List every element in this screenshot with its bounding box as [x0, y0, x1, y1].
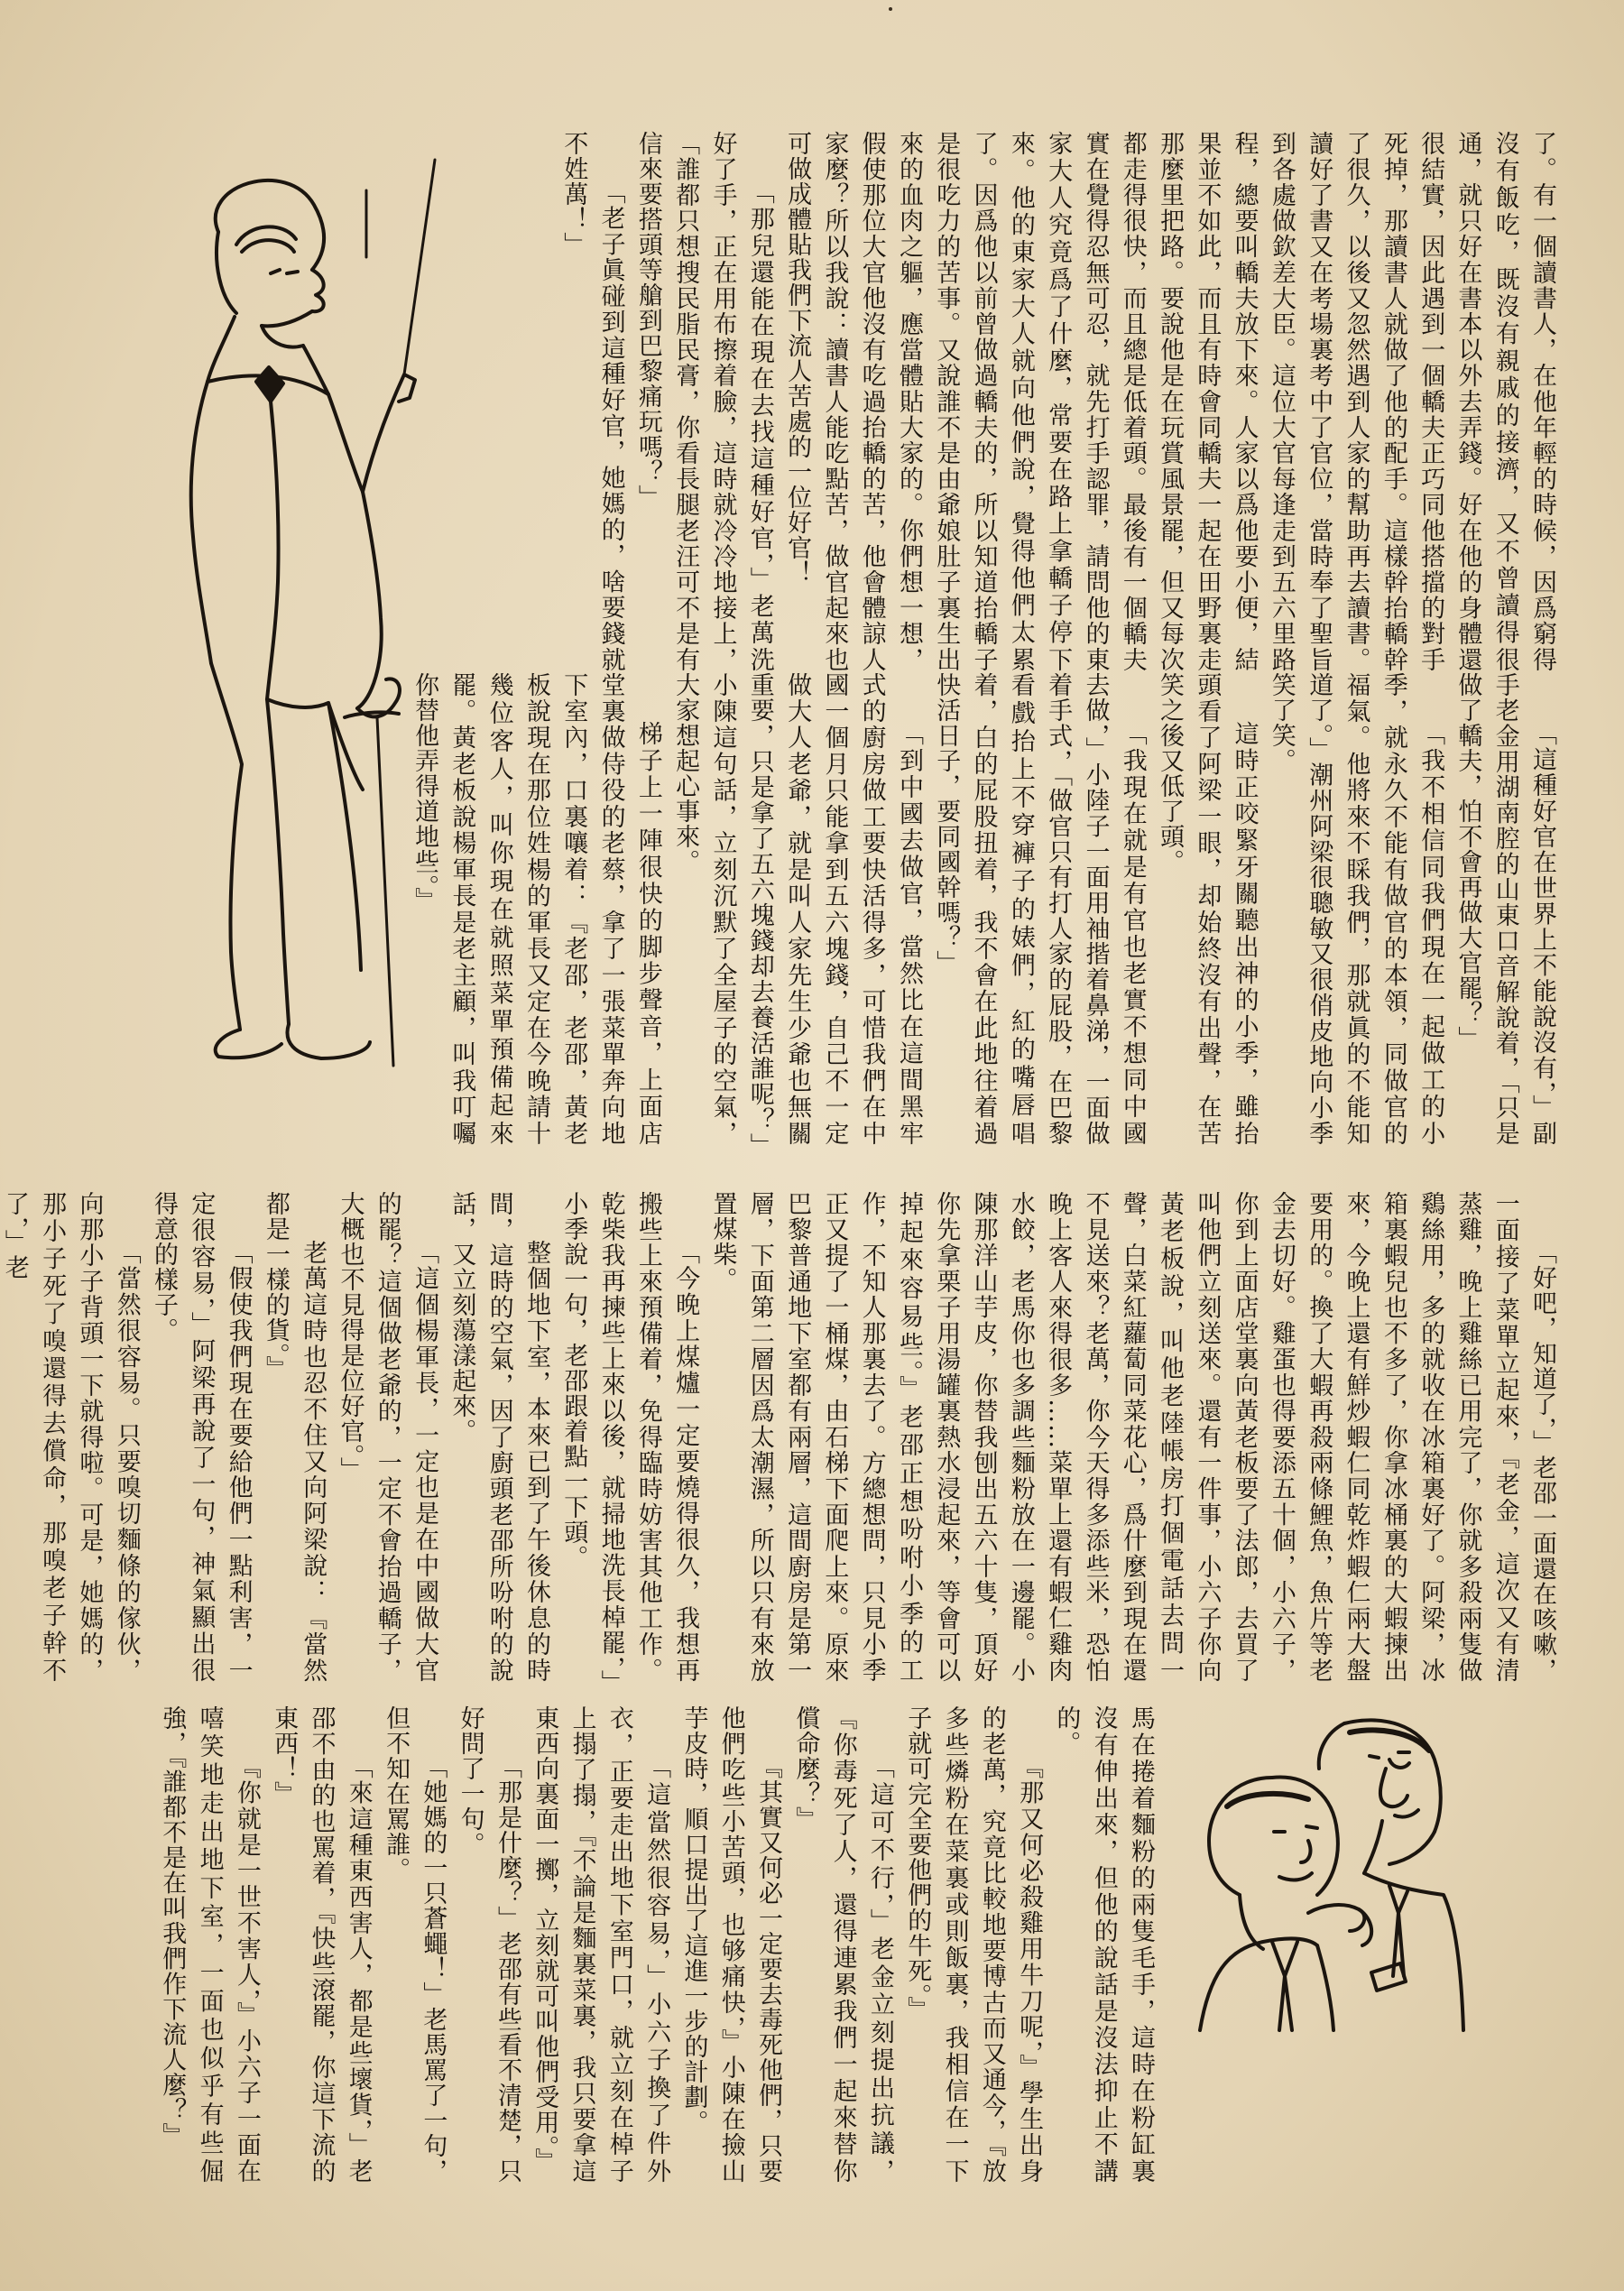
paragraph: 了。有一個讀書人，在他年輕的時候，因爲窮得沒有飯吃，既沒有親戚的接濟，又不曾讀得很通，就只好在書本以外去弄錢。好在他的身體還很結實，因此遇到一個轎夫正巧同他搭擋的對手死掉，那讀書人就做了他的配手。這樣幹抬轎幹了很久，以後又忽然遇到人家的幫助再去讀書。讀好了書又在考場裏考中了官位，當時奉了聖旨到各處做欽差大臣。這位大官每逢走到五六里路程，總要叫轎夫放下來。人家以爲他要小便，結果並不如此，而且有時會同轎夫一起在田野裏走那麼里把路。要說他是在玩賞風景罷，但又每次都走得很快，而且總是低着頭。最後有一個轎夫實在覺得忍無可忍，就先打手認罪，請問他的東家大人究竟爲了什麼，常要在路上拿轎子停下來。他的東家大人就向他們說，覺得他們太累了。因爲他以前曾做過轎夫的，所以知道抬轎子是很吃力的苦事。又說誰不是由爺娘肚子裏生出來的血肉之軀，應當體貼大家的。你們想一想，假使那位大官他沒有吃過抬轎的苦，他會體諒人家麼？所以我說：讀書人能吃點苦，做官起來也可做成體貼我們下流人苦處的一位好官！: [783, 131, 1556, 672]
two-men-illustration: [1173, 1705, 1471, 2030]
paragraph: 「她媽的一只蒼蠅！」老馬罵了一句，但不知在罵誰。: [382, 1705, 448, 2184]
paragraph: 『其實又何必一定要去毒死他們，只要他們吃些小苦頭，也够痛快，』小陳在撿山芋皮時，順口提出了這進一步的計劃。: [679, 1705, 783, 2184]
paragraph: 「當然很容易。只要嗅切麵條的傢伙，向那小子背頭一下就得啦。可是，她媽的，那小子死了嗅還得去償命，那嗅老子幹不了，」老: [0, 1191, 141, 1683]
text-column-top-right: [523, 131, 1561, 672]
paragraph: 「那是什麼？」老邵有些看不清楚，只好問了一句。: [456, 1705, 521, 2184]
paragraph: 「這個楊軍長，一定也是在中國做大官的罷？這個做老爺的，一定不會抬過轎子，大概也不見得是位好官。」: [336, 1191, 439, 1683]
paragraph: 「這當然很容易，」小六子換了件外衣，正要走出地下室門口，就立刻在棹子上搨了搨，『不論是麵裏菜裏，我只要拿這東西向裏面一擲，立刻就可叫他們受用。』: [531, 1705, 671, 2184]
paragraph: 「那兒還能在現在去找這種好官，」老萬洗好了手，正在用布擦着臉，這時就冷冷地接上，「誰都只想搜民脂民膏，你看長腿老汪可不是有信來要搭頭等艙到巴黎痛玩嗎？」: [633, 131, 774, 672]
paragraph: 「到中國去做官，當然比在這間黑牢式的廚房做工要快活得多，可惜我們在中國一個月只能拿到五六塊錢，自己不一定做大人老爺，就是叫人家先生少爺也無關重要，只是拿了五六塊錢却去養活誰呢？」小陳這句話，立刻沉默了全屋子的空氣，大家想起心事來。: [671, 672, 923, 1146]
paragraph: 「我現在就是有官也老實不想同中國去做，」小陸子一面用袖揩着鼻涕，一面做着手式，「做官只有打人家的屁股，在巴黎看戲抬上不穿褲子的婊們，紅的嘴唇唱着，白的屁股扭着，我不會在此地往着過快活日子，要同國幹嗎？」: [932, 672, 1147, 1146]
paragraph: 「好吧，知道了，」老邵一面還在咳嗽，一面接了菜單立起來，『老金，這次又有清蒸雞，晚上雞絲已用完了，你就多殺兩隻做鷄絲用，多的就收在冰箱裏好了。阿梁，冰箱裏蝦兒也不多了，你拿冰桶裏的大蝦揀出來，今晚上還有鮮炒蝦仁同乾炸蝦仁兩大盤要用的。換了大蝦再殺兩條鯉魚，魚片等老金去切好。雞蛋也得要添五十個，小六子，你到上面店堂裏向黃老板要了法郎，去買了叫他們立刻送來。還有一件事，小六子你向黃老板說，叫他老陸帳房打個電話去問一聲，白菜紅蘿蔔同菜花心，爲什麼到現在還不見送來？老萬，你今天得多添些米，恐怕晚上客人來得很多……菜單上還有蝦仁雞肉水餃，老馬你也多調些麵粉放在一邊罷。小陳那洋山芋皮，你替我刨出五六十隻，頂好你先拿栗子用湯罐裏熱水浸起來，等會可以掉起來容易些。』老邵正想吩咐小季的工作，不知人那裏去了。方總想問，只見小季正又提了一桶煤，由石梯下面爬上來。原來巴黎普通地下室都有兩層，這間廚房是第一層，下面第二層因爲太潮濕，所以只有來放置煤柴。: [708, 1191, 1556, 1683]
paragraph: 馬在捲着麵粉的兩隻毛手，這時在粉缸裏沒有伸出來，但他的說話是沒法抑止不講的。: [1052, 1705, 1155, 2184]
paragraph: 「今晚上煤爐一定要燒得很久，我想再搬些上來預備着，免得臨時妨害其他工作。乾柴我再揀些上來以後，就掃地洗長棹罷，」小季說一句，老邵跟着點一下頭。: [559, 1191, 700, 1683]
paragraph: 「我不相信同我們現在一起做工的小季，就永久不能有做官的本領，同做官的福氣。他將來不睬我們，那就眞的不能知道了。」潮州阿梁很聰敏又很俏皮地向小季笑了笑。: [1267, 672, 1445, 1146]
paragraph: 整個地下室，本來已到了午後休息的時間，這時的空氣，因了廚頭老邵所吩咐的說話，又立刻蕩漾起來。: [448, 1191, 550, 1683]
paragraph: 「這可不行，」老金立刻提出抗議，『你毒死了人，還得連累我們一起來替你償命麼？』: [791, 1705, 894, 2184]
paragraph: 梯子上一陣很快的脚步聲音，上面店堂裏做侍役的老蔡，拿了一張菜單奔向地下室內，口裏嚷着：『老邵，老邵，黃老板說現在那位姓楊的軍長又定在今晚請十幾位客人，叫你現在就照菜單預備起來罷。黃老板說楊軍長是老主顧，叫我叮囑你替他弄得道地些。』: [411, 672, 662, 1146]
paragraph: 老萬這時也忍不住又向阿梁說：『當然都是一樣的貨。』: [261, 1191, 328, 1683]
text-column-top-left: [411, 672, 1561, 1146]
paragraph: 『那又何必殺雞用牛刀呢，』學生出身的老萬，究竟比較地要博古而又通今，『放多些燐粉在菜裏或則飯裏，我相信在一下子就可完全要他們的牛死。』: [903, 1705, 1044, 2184]
paragraph: 「假使我們現在要給他們一點利害，一定很容易，」阿梁再說了一句，神氣顯出很得意的樣子。: [150, 1191, 253, 1683]
paragraph: 「老子眞碰到這種好官，她媽的，啥要錢就不姓萬！」: [559, 131, 625, 672]
paragraph: 「來這種東西害人，都是些壞貨，」老邵不由的也罵着，『快些滾罷，你這下流的東西！』: [270, 1705, 373, 2184]
paragraph: 「這種好官在世界上不能說沒有，」副手老金用湖南腔的山東口音解說着，「只是做了轎夫，怕不會再做大官罷？」: [1453, 672, 1556, 1146]
text-column-bottom-left: [144, 1705, 1159, 2184]
paragraph: 這時正咬緊牙關聽出神的小季，雖抬頭看了阿梁一眼，却始終沒有出聲，在苦笑之後又低了頭。: [1156, 672, 1259, 1146]
text-column-middle-right: [0, 1191, 1561, 1683]
paragraph: 『你就是一世不害人，』小六子一面在嘻笑地走出地下室，一面也似乎有些倔強，『誰都不是在叫我們作下流人麼？』: [158, 1705, 261, 2184]
print-dot: [889, 7, 892, 11]
